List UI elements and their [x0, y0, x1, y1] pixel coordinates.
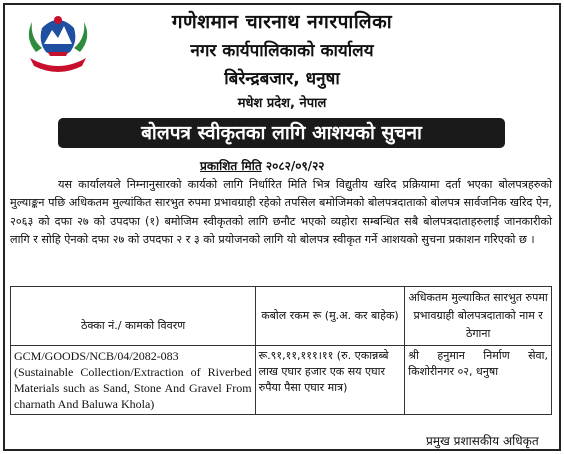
bid-amount: रू.९१,११,१११।११ (रु. एकान्नब्बे लाख एघार हजार एक सय एघार रुपैया पैसा एघार मात्र) [255, 346, 405, 415]
table-row [11, 346, 552, 415]
signatory-title: प्रमुख प्रशासकीय अधिकृत [426, 434, 539, 448]
municipality-name: गणेशमान चारनाथ नगरपालिका [171, 11, 393, 33]
office-location: बिरेन्द्रबजार, धनुषा [224, 69, 340, 89]
office-name: नगर कार्यपालिकाको कार्यालय [190, 41, 374, 61]
contract-table [10, 286, 552, 415]
notice-title-banner: बोलपत्र स्वीकृतका लागि आशयको सुचना [58, 118, 505, 148]
province-country: मधेश प्रदेश, नेपाल [237, 96, 327, 111]
notice-body [10, 176, 552, 249]
header-bid-amount: कबोल रकम रू (मु.अ. कर बाहेक) [255, 287, 405, 346]
notice-body-text: यस कार्यालयले निम्नानुसारको कार्यको लागि निर्धारित मिति भित्र विद्युतीय खरिद प्रक्रियामा दर्ता भएका बोलपत्रहरुको मुल्याङ्कन पछि अधिकतम मुल्यांकित सारभुत रुपमा प्रभावग्राही रहेको तपसिल बमोजिमको बोलपत्रदाताको बोलपत्र सार्वजनिक खरिद ऐन, २०६३ को दफा २७ को उपदफा (१) बमोजिम स्वीकृतको लागि छनौट भएको व्यहोरा सम्बन्धित सबै बोलपत्रदाताहरुलाई जानकारीको लागि र सोहि ऐनको दफा २७ को उपदफा २ र ३ को प्रयोजनको लागि यो बोलपत्र स्वीकृत गर्ने आशयको सुचना प्रकाशन गरिएको छ । [10, 178, 552, 246]
published-date-value: २०८२/०९/२२ [265, 159, 325, 173]
header-contract-description: ठेक्का नं./ कामको विवरण [11, 287, 256, 346]
published-date-label: प्रकाशित मिति [200, 159, 262, 173]
contract-cell [11, 346, 256, 415]
table-header-row [11, 287, 552, 346]
contract-description: (Sustainable Collection/Extraction of Riverbed Materials such as Sand, Stone And Gravel From charnath And Baluwa Khola) [14, 365, 252, 411]
published-date [200, 157, 325, 174]
header-bidder-name-address: अधिकतम मुल्याकित सारभुत रुपमा प्रभावग्राही बोलपत्रदाताको नाम र ठेगाना [405, 287, 552, 346]
bidder-name-address: श्री हनुमान निर्माण सेवा, किशोरीनगर ०२, धनुषा [405, 346, 552, 415]
contract-number: GCM/GOODS/NCB/04/2082-083 [14, 349, 179, 363]
